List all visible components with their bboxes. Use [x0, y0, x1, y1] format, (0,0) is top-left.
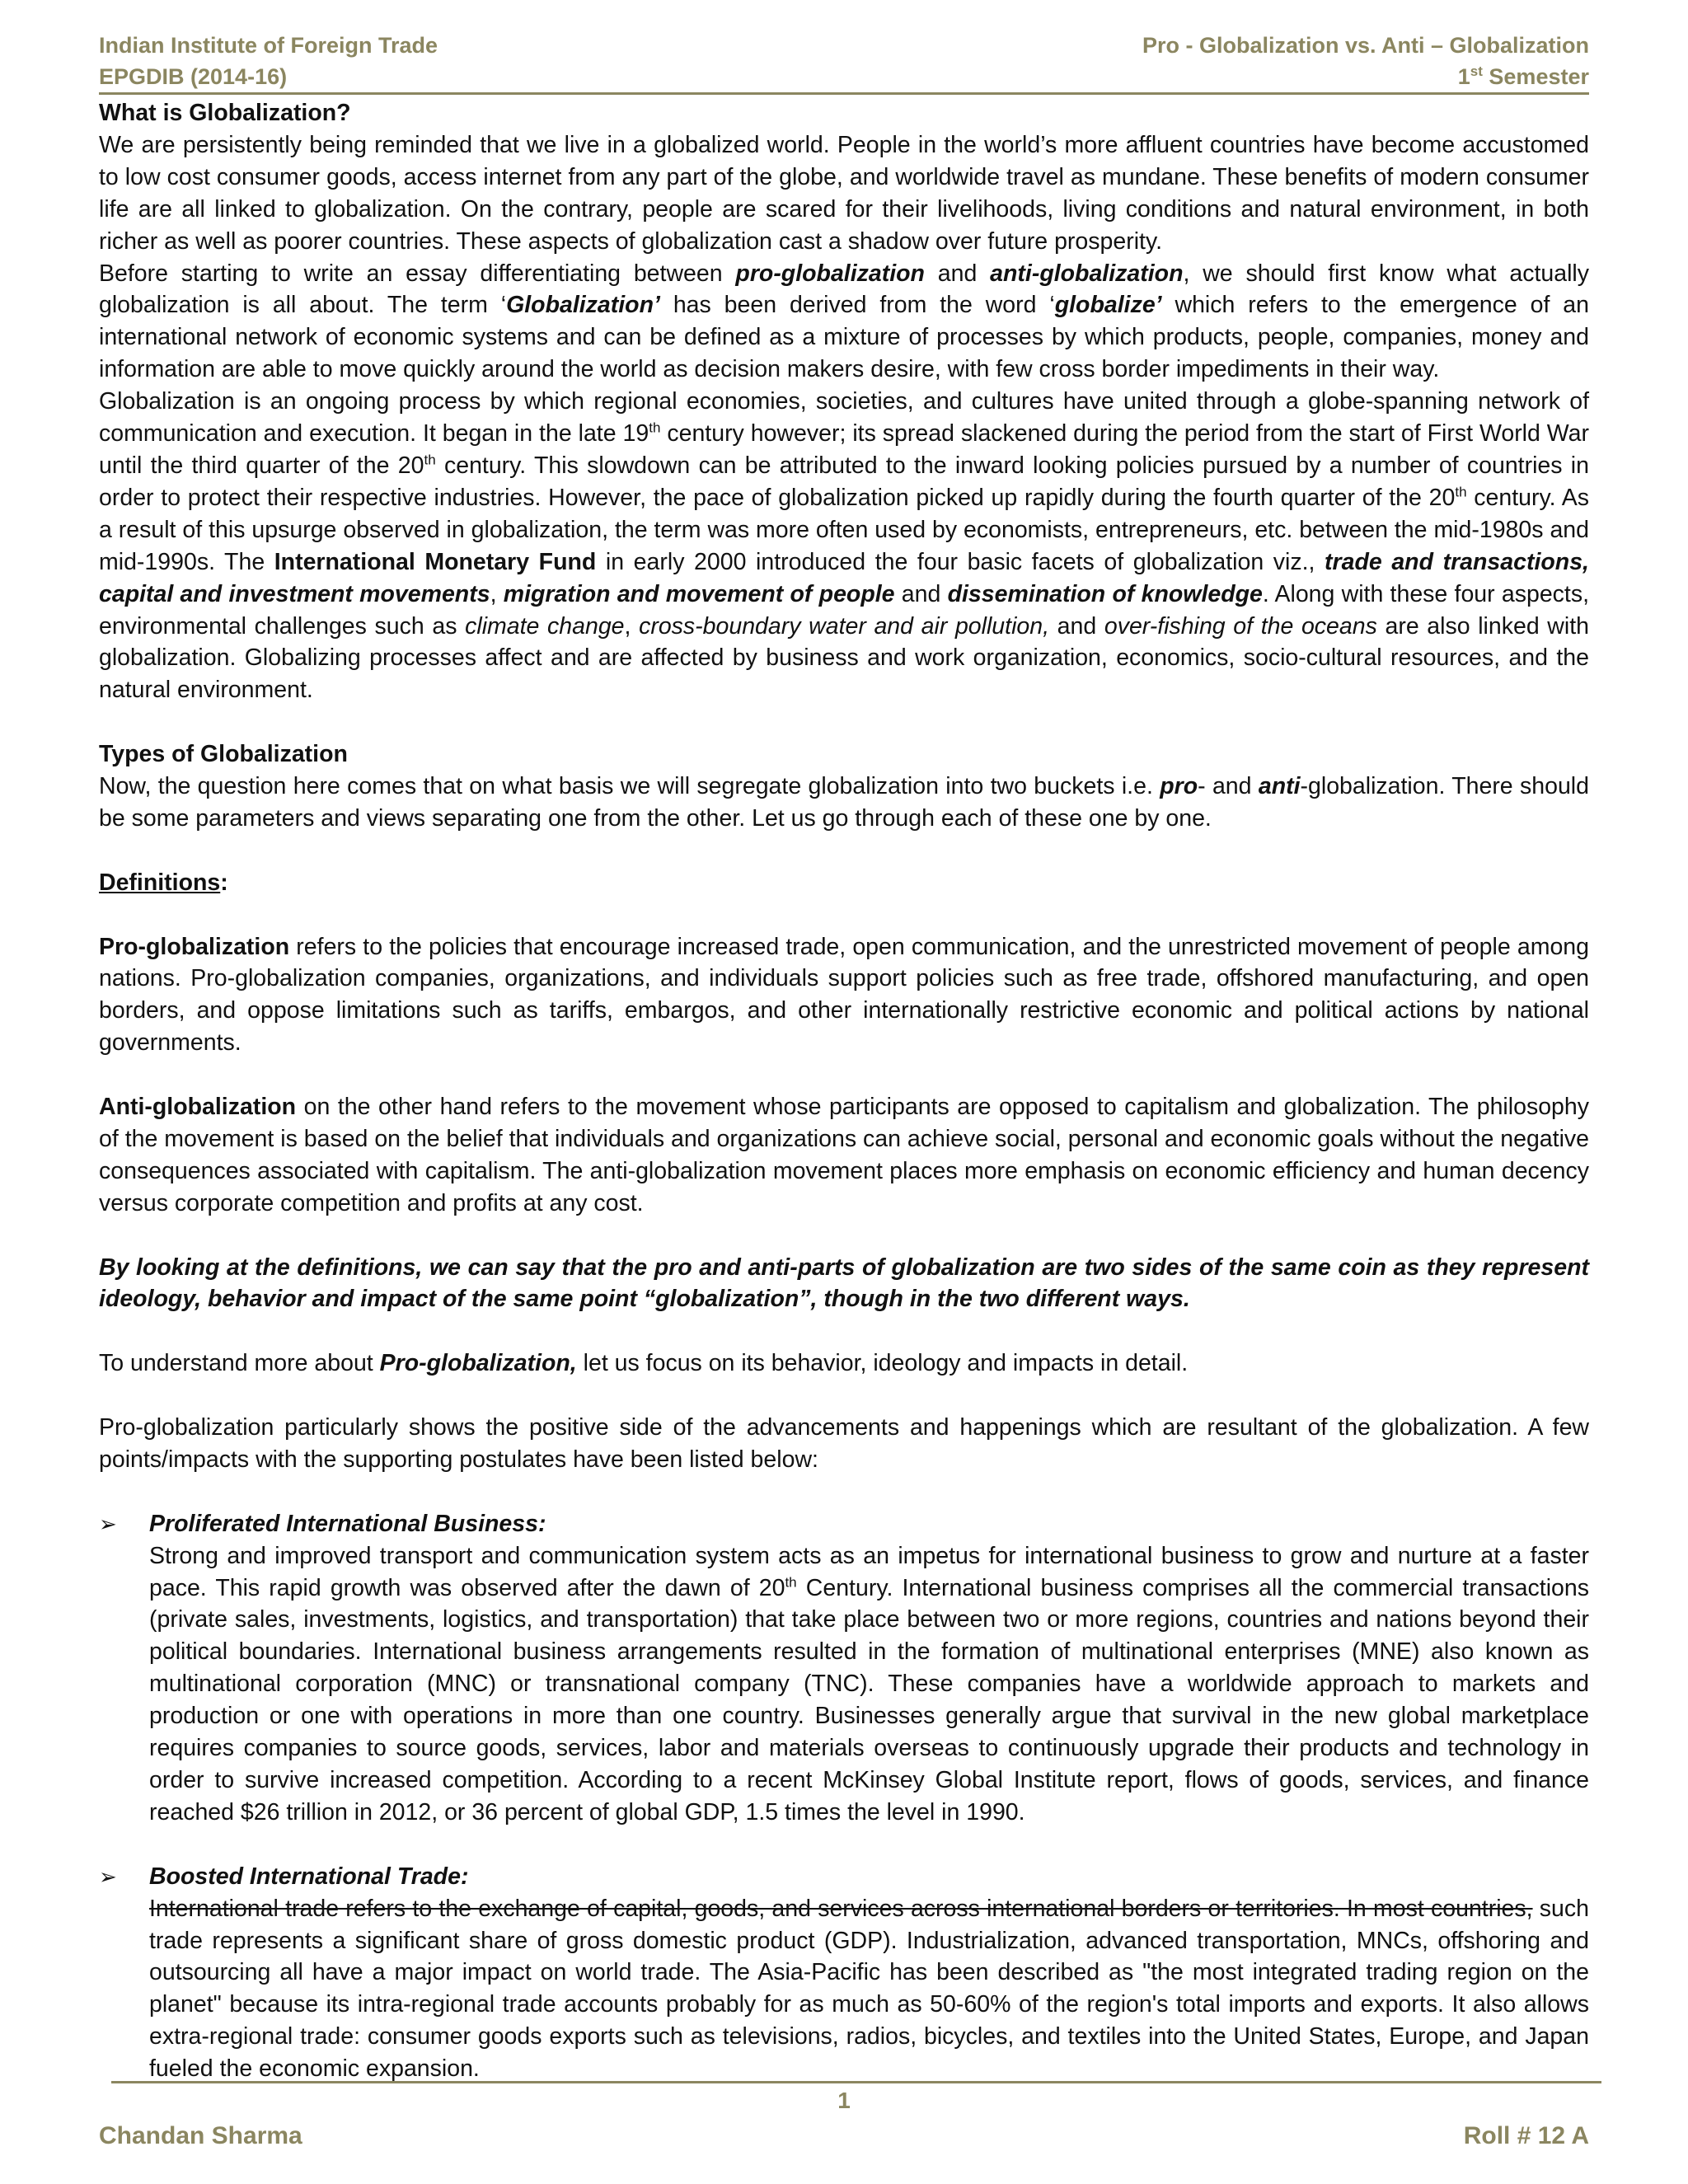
struck-text: International trade refers to the exchange of capital, goods, and services across international borders or territories. In most countries,	[149, 1895, 1533, 1922]
document-body	[99, 97, 1589, 2085]
paragraph: Globalization is an ongoing process by which regional economies, societies, and cultures have united through a globe-spanning network of communication and execution. It began in the late 19th century however; its spread slackened during the period from the start of First World War until the third quarter of the 20th century. This slowdown can be attributed to the inward looking policies pursued by a number of countries in order to protect their respective industries. However, the pace of globalization picked up rapidly during the fourth quarter of the 20th century. As a result of this upsurge observed in globalization, the term was more often used by economists, entrepreneurs, etc. between the mid-1980s and mid-1990s. The International Monetary Fund in early 2000 introduced the four basic facets of globalization viz., trade and transactions, capital and investment movements, migration and movement of people and dissemination of knowledge. Along with these four aspects, environmental challenges such as climate change, cross-boundary water and air pollution, and over-fishing of the oceans are also linked with globalization. Globalizing processes affect and are affected by business and work organization, economics, socio-cultural resources, and the natural environment.	[99, 388, 1590, 704]
paragraph: We are persistently being reminded that we live in a globalized world. People in the world’s more affluent countries have become accustomed to low cost consumer goods, access internet from any part of the globe, and worldwide travel as mundane. These benefits of modern consumer life are all linked to globalization. On the contrary, people are scared for their livelihoods, living conditions and natural environment, in both richer as well as poorer countries. These aspects of globalization cast a shadow over future prosperity.	[99, 131, 1589, 255]
author-name: Chandan Sharma	[99, 2122, 302, 2149]
page-number: 1	[837, 2088, 851, 2113]
conclusion-statement: By looking at the definitions, we can say that the pro and anti-parts of globalization are two sides of the same coin as they represent ideology, behavior and impact of the same point “globalization”, though in the two different ways.	[99, 1254, 1589, 1313]
bullet-text: Strong and improved transport and communication system acts as an impetus for international business to grow and nurture at a faster pace. This rapid growth was observed after the dawn of 20th Century. International business comprises all the commercial transactions (private sales, investments, logistics, and transportation) that take place between two or more regions, countries and nations beyond their political boundaries. International business arrangements resulted in the formation of multinational enterprises (MNE) also known as multinational corporation (MNC) or transnational company (TNC). These companies have a worldwide approach to markets and production or one with operations in more than one country. Businesses generally argue that survival in the new global marketplace requires companies to source goods, services, labor and materials overseas to continuously upgrade their products and technology in order to survive increased competition. According to a recent McKinsey Global Institute report, flows of goods, services, and finance reached $26 trillion in 2012, or 36 percent of global GDP, 1.5 times the level in 1990.	[149, 1542, 1589, 1825]
bullet-title: Boosted International Trade:	[149, 1863, 469, 1890]
program-name: EPGDIB (2014-16)	[99, 64, 288, 89]
section-title-definitions: Definitions:	[99, 869, 228, 896]
bullet-proliferated-international-business	[99, 1508, 1589, 1829]
institute-name: Indian Institute of Foreign Trade	[99, 33, 438, 58]
roll-number: Roll # 12 A	[1463, 2122, 1589, 2149]
footer-rule	[111, 2081, 1601, 2083]
document-topic: Pro - Globalization vs. Anti – Globalization	[1142, 33, 1589, 58]
section-title-types-of-globalization: Types of Globalization	[99, 741, 348, 768]
paragraph: Pro-globalization particularly shows the positive side of the advancements and happenings which are resultant of the globalization. A few points/impacts with the supporting postulates have been listed below:	[99, 1414, 1589, 1473]
bullet-boosted-international-trade	[99, 1861, 1589, 2085]
paragraph: To understand more about Pro-globalization, let us focus on its behavior, ideology and impacts in detail.	[99, 1350, 1189, 1377]
page-header	[99, 25, 1589, 95]
definition-pro-globalization: Pro-globalization refers to the policies that encourage increased trade, open communication, and the unrestricted movement of people among nations. Pro-globalization companies, organizations, and individuals support policies such as free trade, offshored manufacturing, and open borders, and oppose limitations such as tariffs, embargos, and other internationally restrictive economic and political actions by national governments.	[99, 933, 1589, 1057]
bullet-text: International trade refers to the exchange of capital, goods, and services across international borders or territories. In most countries, such trade represents a significant share of gross domestic product (GDP). Industrialization, advanced transportation, MNCs, offshoring and outsourcing all have a major impact on world trade. The Asia-Pacific has been described as "the most integrated trading region on the planet" because its intra-regional trade accounts probably for as much as 50-60% of the region's total imports and exports. It also allows extra-regional trade: consumer goods exports such as televisions, radios, bicycles, and textiles into the United States, Europe, and Japan fueled the economic expansion.	[149, 1895, 1589, 2083]
semester-label: 1st Semester	[1457, 63, 1589, 89]
arrow-bullet-icon: ➢	[99, 1863, 117, 1889]
definition-anti-globalization: Anti-globalization on the other hand refers to the movement whose participants are opposed to capitalism and globalization. The philosophy of the movement is based on the belief that individuals and organizations can achieve social, personal and economic goals without the negative consequences associated with capitalism. The anti-globalization movement places more emphasis on economic efficiency and human decency versus corporate competition and profits at any cost.	[99, 1094, 1589, 1216]
header-right	[1142, 30, 1589, 92]
bullet-title: Proliferated International Business:	[149, 1510, 546, 1537]
header-left	[99, 30, 438, 92]
arrow-bullet-icon: ➢	[99, 1511, 117, 1536]
paragraph: Now, the question here comes that on what basis we will segregate globalization into two buckets i.e. pro- and anti-globalization. There should be some parameters and views separating one from the other. Let us go through each of these one by one.	[99, 773, 1589, 832]
section-title-what-is-globalization: What is Globalization?	[99, 100, 351, 126]
paragraph: Before starting to write an essay differentiating between pro-globalization and anti-globalization, we should first know what actually globalization is all about. The term ‘Globalization’ has been derived from the word ‘globalize’ which refers to the emergence of an international network of economic systems and can be defined as a mixture of processes by which products, people, companies, money and information are able to move quickly around the world as decision makers desire, with few cross border impediments in their way.	[99, 260, 1590, 383]
